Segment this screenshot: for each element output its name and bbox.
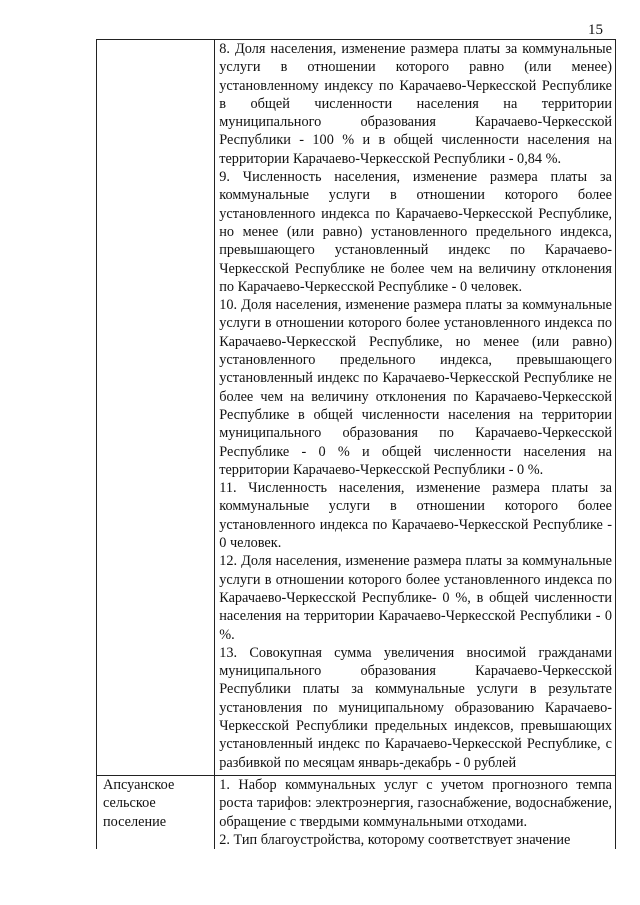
indicator-item-12: 12. Доля населения, изменение размера платы за коммунальные услуги в отношении которого более установленного индекса по Карачаево-Черкесской Республике- 0 %, в общей численности населения на территории Карачаево-Черкесской Республики - 0 %. bbox=[219, 553, 612, 643]
settlement-name-line: сельское bbox=[103, 795, 156, 812]
settlement-cell bbox=[97, 776, 215, 850]
indicator-item-1: 1. Набор коммунальных услуг с учетом прогнозного темпа роста тарифов: электроэнергия, газоснабжение, водоснабжение, обращение с твердыми коммунальными отходами. bbox=[219, 777, 612, 830]
indicator-item-2: 2. Тип благоустройства, которому соответствует значение bbox=[219, 831, 571, 848]
indicators-cell bbox=[215, 40, 616, 776]
indicator-item-11: 11. Численность населения, изменение размера платы за коммунальные услуги в отношении которого более установленного индекса по Карачаево-Черкесской Республике - 0 человек. bbox=[219, 480, 612, 552]
settlement-name-line: поселение bbox=[103, 813, 167, 830]
settlement-name bbox=[101, 776, 211, 831]
indicator-item-9: 9. Численность населения, изменение размера платы за коммунальные услуги в отношении которого более установленного индекса по Карачаево-Черкесской Республике, но менее (или равно) установленного предельного индекса, превышающего установленный индекс по Карачаево-Черкесской Республике не более чем на величину отклонения по Карачаево-Черкесской Республике - 0 человек. bbox=[219, 169, 612, 295]
indicators-table bbox=[96, 39, 616, 849]
settlement-name-line: Апсуанское bbox=[103, 777, 175, 793]
table-row-apsua bbox=[97, 776, 616, 850]
indicator-item-10: 10. Доля населения, изменение размера платы за коммунальные услуги в отношении которого более установленного индекса по Карачаево-Черкесской Республике, но менее (или равно) установленного предельного индекса, превышающего установленный индекс по Карачаево-Черкесской Республике не более чем на величину отклонения по Карачаево-Черкесской Республике в общей численности населения на территории муниципального образования по Карачаево-Черкесской Республике - 0 % и общей численности населения на территории Карачаево-Черкесской Республики - 0 %. bbox=[219, 297, 612, 478]
page-number: 15 bbox=[588, 22, 603, 38]
table-row-continued bbox=[97, 40, 616, 776]
indicator-item-13: 13. Совокупная сумма увеличения вносимой гражданами муниципального образования Карачаево-Черкесской Республики платы за коммунальные услуги в результате установления по муниципальному образованию Карачаево-Черкесской Республики предельных индексов, превышающих установленный индекс по Карачаево-Черкесской Республике, с разбивкой по месяцам январь-декабрь - 0 рублей bbox=[219, 644, 612, 771]
indicators-cell bbox=[215, 776, 616, 850]
indicator-item-8: 8. Доля населения, изменение размера платы за коммунальные услуги в отношении которого равно (или менее) установленному индексу по Карачаево-Черкесской Республике в общей численности населения на территории муниципального образования Карачаево-Черкесской Республики - 100 % и в общей численности населения на территории Карачаево-Черкесской Республики - 0,84 %. bbox=[219, 41, 612, 167]
settlement-cell-empty bbox=[97, 40, 215, 776]
